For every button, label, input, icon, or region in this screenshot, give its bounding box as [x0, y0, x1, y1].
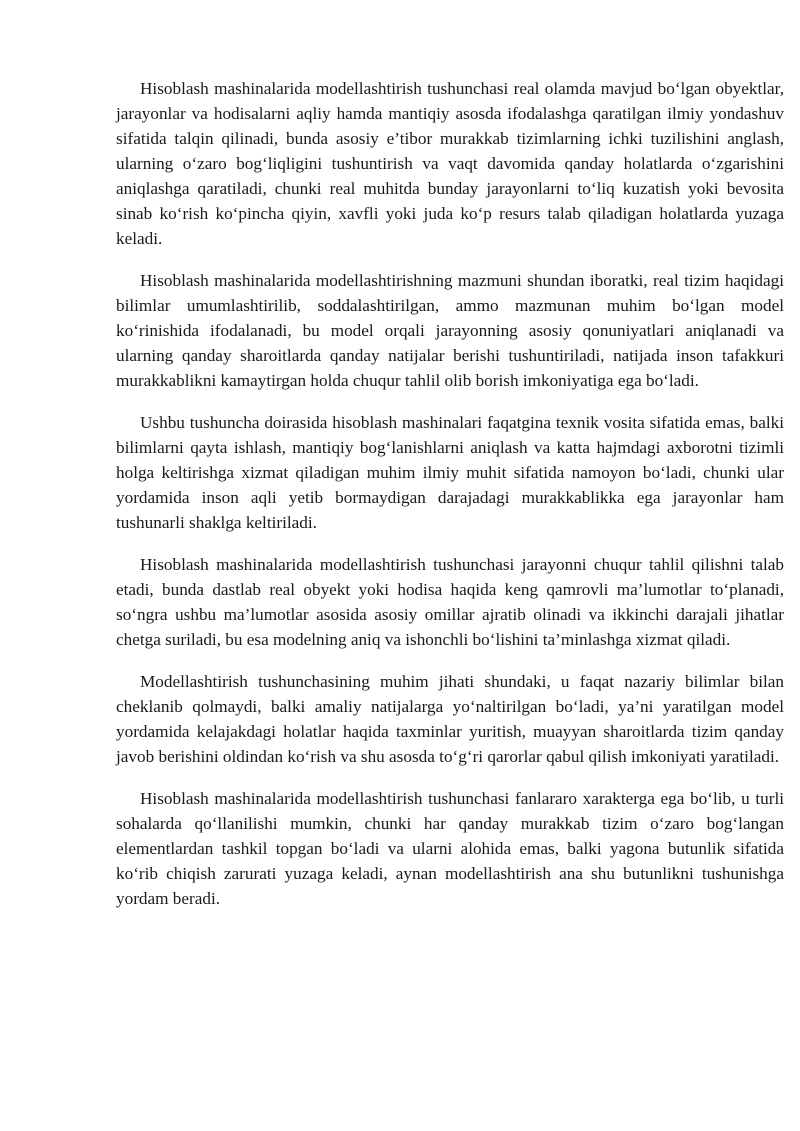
paragraph-4: Hisoblash mashinalarida modellashtirish tushunchasi jarayonni chuqur tahlil qilishni talab etadi, bunda dastlab real obyekt yoki hodisa haqida keng qamrovli ma’lumotlar to‘planadi, so‘ngra ushbu ma’lumotlar asosida asosiy omillar ajratib olinadi va ikkinchi darajali jihatlar chetga suriladi, bu esa modelning aniq va ishonchli bo‘lishini ta’minlashga xizmat qiladi.	[116, 555, 784, 649]
document-page	[116, 76, 784, 928]
paragraph-5: Modellashtirish tushunchasining muhim jihati shundaki, u faqat nazariy bilimlar bilan cheklanib qolmaydi, balki amaliy natijalarga yo‘naltirilgan bo‘ladi, ya’ni yaratilgan model yordamida kelajakdagi holatlar haqida taxminlar yuritish, muayyan sharoitlarda tizim qanday javob berishini oldindan ko‘rish va shu asosda to‘g‘ri qarorlar qabul qilish imkoniyati yaratiladi.	[116, 672, 784, 766]
paragraph-3: Ushbu tushuncha doirasida hisoblash mashinalari faqatgina texnik vosita sifatida emas, balki bilimlarni qayta ishlash, mantiqiy bog‘lanishlarni aniqlash va katta hajmdagi axborotni tizimli holga keltirishga xizmat qiladigan muhim ilmiy muhit sifatida namoyon bo‘ladi, chunki ular yordamida inson aqli yetib bormaydigan darajadagi murakkablikka ega jarayonlar ham tushunarli shaklga keltiriladi.	[116, 413, 784, 532]
paragraph-1: Hisoblash mashinalarida modellashtirish tushunchasi real olamda mavjud bo‘lgan obyektlar, jarayonlar va hodisalarni aqliy hamda mantiqiy asosda ifodalashga qaratilgan ilmiy yondashuv sifatida talqin qilinadi, bunda asosiy e’tibor murakkab tizimlarning ichki tuzilishini anglash, ularning o‘zaro bog‘liqligini tushuntirish va vaqt davomida qanday holatlarda o‘zgarishini aniqlashga qaratiladi, chunki real muhitda bunday jarayonlarni to‘liq kuzatish yoki bevosita sinab ko‘rish ko‘pincha qiyin, xavfli yoki juda ko‘p resurs talab qiladigan holatlarda yuzaga keladi.	[116, 79, 784, 248]
paragraph-2: Hisoblash mashinalarida modellashtirishning mazmuni shundan iboratki, real tizim haqidagi bilimlar umumlashtirilib, soddalashtirilgan, ammo mazmunan muhim bo‘lgan model ko‘rinishida ifodalanadi, bu model orqali jarayonning asosiy qonuniyatlari aniqlanadi va ularning qanday sharoitlarda qanday natijalar berishi tushuntiriladi, natijada inson tafakkuri murakkablikni kamaytirgan holda chuqur tahlil olib borish imkoniyatiga ega bo‘ladi.	[116, 271, 784, 390]
paragraph-6: Hisoblash mashinalarida modellashtirish tushunchasi fanlararo xarakterga ega bo‘lib, u turli sohalarda qo‘llanilishi mumkin, chunki har qanday murakkab tizim o‘zaro bog‘langan elementlardan tashkil topgan bo‘ladi va ularni alohida emas, balki yagona butunlik sifatida ko‘rib chiqish zarurati yuzaga keladi, aynan modellashtirish ana shu butunlikni tushunishga yordam beradi.	[116, 789, 784, 908]
